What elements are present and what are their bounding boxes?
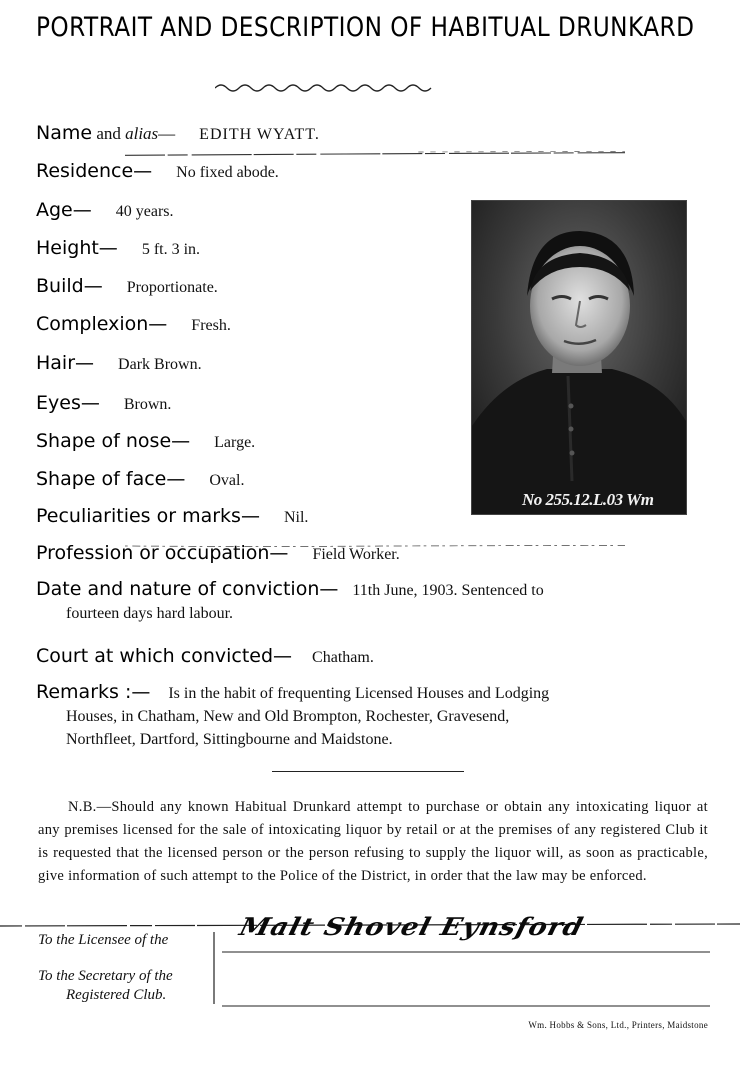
field-nose [36,430,255,452]
field-court [36,645,711,669]
field-value: 40 years. [115,203,174,220]
field-label: Build— [36,275,103,297]
field-hair [36,352,202,374]
field-value: Chatham. [312,649,374,666]
field-value-line2: Houses, in Chatham, New and Old Brompton, Rochester, Gravesend, [66,708,510,725]
field-complexion [36,313,231,335]
field-value: Fresh. [191,317,231,334]
field-height [36,237,200,259]
printer-imprint: Wm. Hobbs & Sons, Ltd., Printers, Maidstone [528,1020,708,1030]
field-occupation [36,542,400,564]
title-wavy-rule [215,80,435,94]
notice-text: N.B.—Should any known Habitual Drunkard attempt to purchase or obtain any intoxicating liquor at any premises licensed for the sale of intoxicating liquor by retail or at the premises of any registered Club it is requested that the licensed person or the person refusing to supply the liquor will, as soon as practicable, give information of such attempt to the Police of the District, in order that the law may be enforced. [38,799,708,884]
field-label-dash: — [158,124,176,143]
field-label: Height— [36,237,118,259]
licensee-label: To the Licensee of the [38,932,169,948]
field-face [36,468,244,490]
field-value: No fixed abode. [176,164,279,181]
field-value: EDITH WYATT. [199,126,320,143]
page-title: PORTRAIT AND DESCRIPTION OF HABITUAL DRUNKARD [36,12,695,43]
secretary-label-line1: To the Secretary of the [38,968,173,984]
field-value: 5 ft. 3 in. [141,241,201,258]
field-residence [36,160,279,182]
field-label-alias: alias [125,124,159,143]
field-value-line3: Northfleet, Dartford, Sittingbourne and Maidstone. [66,731,393,748]
field-label: Residence— [36,160,153,182]
field-name [36,122,320,144]
field-value: Nil. [283,509,309,526]
field-label-connector: and [92,124,126,143]
scan-noise-line [0,150,750,158]
field-label: Date and nature of conviction— [36,578,339,600]
field-label: Complexion— [36,313,168,335]
field-label: Profession or occupation— [36,542,289,564]
field-age [36,199,174,221]
field-value: Dark Brown. [118,356,202,373]
field-label: Court at which convicted— [36,645,293,667]
section-divider [272,771,464,772]
photo-caption: No 255.12.L.03 Wm [522,490,654,509]
field-label: Peculiarities or marks— [36,505,260,527]
field-value: Oval. [209,472,245,489]
secretary-label-line2: Registered Club. [66,987,167,1003]
field-value: Brown. [123,396,172,413]
field-eyes [36,392,171,414]
field-label: Shape of nose— [36,430,191,452]
field-value: Field Worker. [312,546,400,563]
field-value-line2: fourteen days hard labour. [66,605,234,622]
field-label: Remarks :— [36,681,151,703]
field-label: Shape of face— [36,468,186,490]
field-value: Proportionate. [126,279,218,296]
handwritten-licensee-entry: Malt Shovel Eynsford [236,913,587,942]
field-value: Large. [214,434,256,451]
field-marks [36,505,308,527]
portrait-image [472,201,686,514]
field-label: Hair— [36,352,95,374]
field-value-line1: 11th June, 1903. Sentenced to [352,582,544,599]
field-label: Eyes— [36,392,100,414]
field-remarks [36,681,711,751]
field-conviction [36,578,711,625]
field-build [36,275,218,297]
field-label: Age— [36,199,92,221]
field-value-line1: Is in the habit of frequenting Licensed Houses and Lodging [168,685,550,702]
field-label: Name [36,122,93,144]
notice-paragraph [38,796,708,888]
portrait-photo [471,200,687,515]
